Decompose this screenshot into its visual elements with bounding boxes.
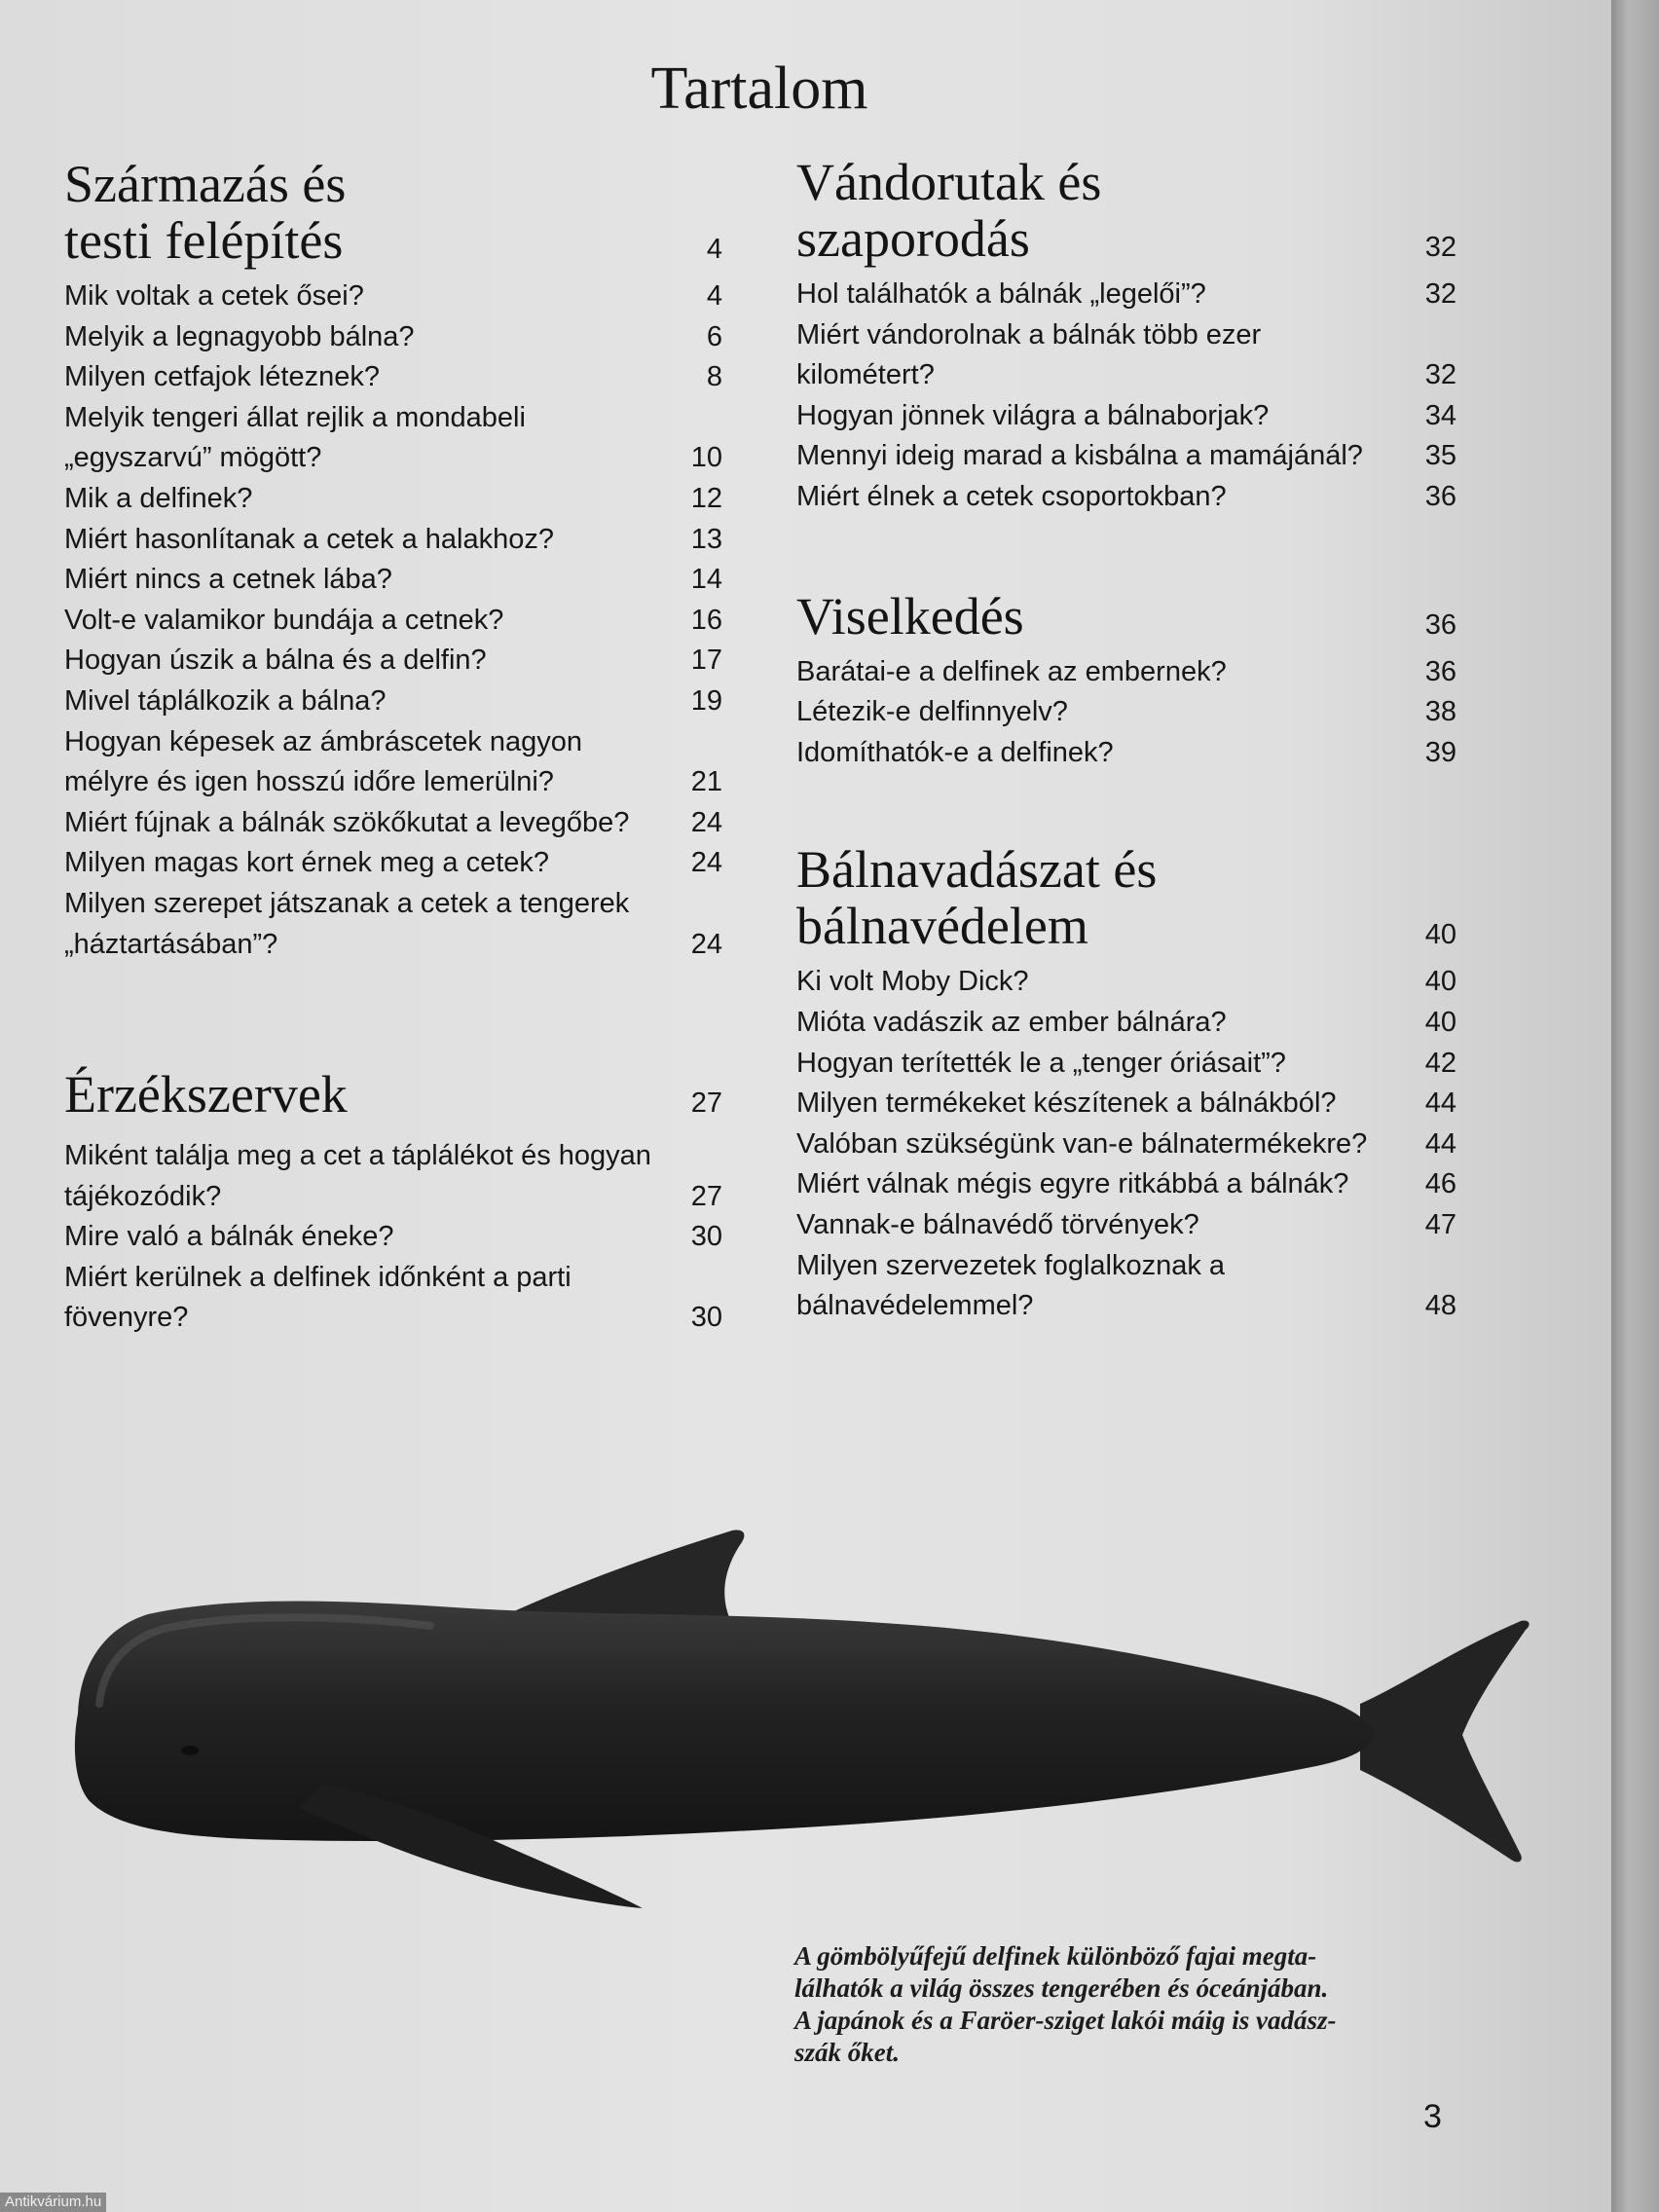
section-header — [796, 154, 1456, 267]
section-page-number: 36 — [1424, 608, 1456, 641]
section-title-line: testi felépítés — [64, 211, 344, 270]
toc-entry-question: Ki volt Moby Dick? — [796, 966, 1029, 998]
section-page-number: 32 — [1424, 232, 1456, 263]
toc-entry-question: Milyen szerepet játszanak a cetek a tengerek „háztartásában”? — [64, 887, 630, 960]
dorsal-fin — [503, 1530, 744, 1625]
toc-entry-page: 44 — [1424, 1088, 1456, 1120]
toc-entry-page: 21 — [690, 766, 722, 798]
toc-entry[interactable] — [64, 843, 722, 884]
section-title — [796, 588, 1024, 645]
toc-entry-question: Idomíthatók-e a delfinek? — [796, 736, 1114, 768]
section-spacer — [796, 773, 1456, 841]
section-title-line: bálnavédelem — [796, 897, 1088, 956]
toc-entry[interactable] — [64, 803, 722, 844]
toc-entry-page: 47 — [1424, 1208, 1456, 1240]
toc-entry-question: Melyik a legnagyobb bálna? — [64, 320, 415, 352]
toc-entry-question: Miért kerülnek a delfinek időnként a parti fövenyre? — [64, 1261, 571, 1334]
caption-line: lálhatók a világ összes tengerében és óceánjában. — [794, 1973, 1329, 2003]
caption-line: A gömbölyűfejű delfinek különböző fajai megta- — [794, 1941, 1317, 1971]
toc-entry[interactable] — [64, 357, 722, 398]
toc-entry-question: Barátai-e a delfinek az embernek? — [796, 655, 1227, 687]
toc-entry[interactable] — [64, 641, 722, 682]
toc-entry[interactable] — [796, 477, 1456, 518]
toc-entry-page: 17 — [690, 645, 722, 677]
toc-entry[interactable] — [64, 276, 722, 317]
whale-body — [75, 1602, 1375, 1842]
toc-entry-question: Milyen cetfajok léteznek? — [64, 361, 380, 393]
toc-entry-question: Miért vándorolnak a bálnák több ezer kilométert? — [796, 318, 1262, 391]
toc-entry[interactable] — [64, 317, 722, 358]
toc-entry[interactable] — [796, 692, 1456, 733]
section-title-line: Bálnavadászat és — [796, 840, 1158, 900]
toc-entries — [796, 652, 1456, 774]
toc-entry-page: 46 — [1424, 1168, 1456, 1200]
section-page-number: 27 — [690, 1088, 722, 1120]
toc-entry-page: 34 — [1424, 399, 1456, 431]
toc-entry-question: Miért válnak mégis egyre ritkábbá a bálnák? — [796, 1168, 1349, 1200]
toc-entry-page: 30 — [690, 1221, 722, 1253]
watermark: Antikvárium.hu — [0, 2193, 106, 2212]
toc-entry[interactable] — [64, 1136, 722, 1217]
section-title-line: Származás és — [64, 155, 347, 213]
toc-entry-question: Milyen magas kort érnek meg a cetek? — [64, 847, 550, 879]
section-title — [64, 156, 346, 269]
toc-entry[interactable] — [796, 1164, 1456, 1205]
toc-entry[interactable] — [64, 520, 722, 561]
toc-entry-page: 27 — [690, 1180, 722, 1212]
toc-entry[interactable] — [796, 436, 1456, 477]
toc-section-szarmazas — [64, 156, 722, 965]
section-title — [796, 841, 1157, 954]
section-spacer — [796, 518, 1456, 588]
pilot-whale-illustration — [60, 1519, 1530, 1928]
section-title — [796, 154, 1101, 267]
toc-entry[interactable] — [796, 733, 1456, 774]
toc-entry-page: 40 — [1424, 966, 1456, 998]
toc-left-column — [64, 156, 722, 1339]
section-title-line: Érzékszervek — [64, 1065, 348, 1124]
toc-entry[interactable] — [64, 560, 722, 601]
toc-entry-question: Valóban szükségünk van-e bálnatermékekre? — [796, 1127, 1368, 1160]
toc-entry-question: Hogyan jönnek világra a bálnaborjak? — [796, 399, 1270, 431]
toc-right-column — [796, 154, 1456, 1327]
toc-entry-page: 38 — [1424, 696, 1456, 728]
toc-entry-question: Miért nincs a cetnek lába? — [64, 564, 392, 596]
toc-section-viselkedes — [796, 588, 1456, 774]
toc-entry-question: Vannak-e bálnavédő törvények? — [796, 1208, 1199, 1240]
toc-entry-question: Hol találhatók a bálnák „legelői”? — [796, 278, 1206, 310]
toc-entry-question: Miért fújnak a bálnák szökőkutat a levegőbe? — [64, 806, 630, 838]
toc-entry[interactable] — [64, 479, 722, 520]
toc-entry-page: 30 — [690, 1302, 722, 1334]
toc-entry-page: 42 — [1424, 1047, 1456, 1079]
toc-entries — [64, 276, 722, 965]
caption-line: szák őket. — [794, 2038, 900, 2067]
toc-entry-question: Volt-e valamikor bundája a cetnek? — [64, 604, 504, 636]
toc-entry-page: 36 — [1424, 480, 1456, 512]
section-header — [64, 1066, 722, 1123]
section-header — [64, 156, 722, 269]
toc-entry-page: 39 — [1424, 736, 1456, 768]
section-title-line: szaporodás — [796, 209, 1030, 268]
section-page-number: 40 — [1424, 919, 1456, 951]
toc-entry-question: Mik voltak a cetek ősei? — [64, 280, 364, 312]
toc-entry-page: 6 — [706, 320, 722, 352]
toc-section-balnavadaszat — [796, 841, 1456, 1326]
toc-entry[interactable] — [796, 315, 1456, 396]
page-title: Tartalom — [650, 55, 868, 122]
toc-entry-page: 12 — [690, 482, 722, 514]
toc-entry-page: 48 — [1424, 1290, 1456, 1322]
toc-entry[interactable] — [796, 275, 1456, 315]
toc-entry-question: Mióta vadászik az ember bálnára? — [796, 1006, 1227, 1038]
caption-line: A japánok és a Faröer-sziget lakói máig is vadász- — [794, 2006, 1337, 2035]
toc-entry-question: Mire való a bálnák éneke? — [64, 1221, 394, 1253]
toc-entry-question: Mivel táplálkozik a bálna? — [64, 684, 387, 717]
toc-entry-page: 16 — [690, 604, 722, 636]
toc-entry-page: 4 — [706, 280, 722, 312]
section-title — [64, 1066, 348, 1123]
toc-entry-page: 14 — [690, 564, 722, 596]
toc-entry-question: Miért élnek a cetek csoportokban? — [796, 480, 1227, 512]
toc-entry[interactable] — [64, 398, 722, 479]
toc-entry[interactable] — [64, 1217, 722, 1258]
section-page-number: 4 — [706, 234, 722, 265]
toc-section-vandorutak — [796, 154, 1456, 518]
toc-entry-page: 8 — [706, 361, 722, 393]
section-spacer — [64, 965, 722, 1066]
toc-entry-question: Létezik-e delfinnyelv? — [796, 696, 1068, 728]
toc-entry-page: 10 — [690, 442, 722, 474]
toc-entry-question: Milyen termékeket készítenek a bálnákból? — [796, 1088, 1337, 1120]
section-header — [796, 841, 1456, 954]
toc-entry-page: 19 — [690, 684, 722, 717]
toc-entry-page: 36 — [1424, 655, 1456, 687]
toc-entry-page: 24 — [690, 847, 722, 879]
toc-entry-page: 32 — [1424, 359, 1456, 391]
toc-entry-page: 24 — [690, 928, 722, 960]
toc-entry[interactable] — [796, 1003, 1456, 1044]
toc-entry[interactable] — [796, 1124, 1456, 1165]
toc-entries — [796, 275, 1456, 518]
eye — [181, 1746, 199, 1755]
toc-entry[interactable] — [796, 1205, 1456, 1246]
toc-entry-question: Hogyan képesek az ámbráscetek nagyon mélyre és igen hosszú időre lemerülni? — [64, 725, 582, 798]
toc-entry[interactable] — [796, 1246, 1456, 1327]
figure-caption — [794, 1940, 1476, 2069]
toc-entry-page: 40 — [1424, 1006, 1456, 1038]
toc-entry-page: 13 — [690, 523, 722, 555]
toc-entry[interactable] — [64, 884, 722, 965]
toc-entry-question: Hogyan terítették le a „tenger óriásait”? — [796, 1047, 1286, 1079]
toc-section-erzekszervek — [64, 1066, 722, 1339]
toc-entries — [64, 1136, 722, 1339]
toc-entry[interactable] — [796, 396, 1456, 437]
toc-entry-question: Miért hasonlítanak a cetek a halakhoz? — [64, 523, 554, 555]
toc-entry-question: Melyik tengeri állat rejlik a mondabeli „egyszarvú” mögött? — [64, 401, 526, 474]
toc-entry-question: Milyen szervezetek foglalkoznak a bálnavédelemmel? — [796, 1249, 1226, 1322]
book-spine — [1611, 0, 1659, 2212]
section-title-line: Vándorutak és — [796, 153, 1102, 211]
toc-entry-question: Hogyan úszik a bálna és a delfin? — [64, 645, 487, 677]
toc-entry[interactable] — [64, 682, 722, 722]
toc-entries — [796, 962, 1456, 1326]
toc-entry-page: 35 — [1424, 440, 1456, 472]
toc-entry[interactable] — [64, 1258, 722, 1339]
toc-entry[interactable] — [64, 601, 722, 642]
toc-entry[interactable] — [796, 1044, 1456, 1085]
toc-entry[interactable] — [796, 962, 1456, 1003]
toc-entry-page: 44 — [1424, 1127, 1456, 1160]
toc-entry[interactable] — [64, 722, 722, 803]
section-header — [796, 588, 1456, 645]
page-number: 3 — [1423, 2098, 1442, 2135]
tail-fluke — [1360, 1621, 1530, 1862]
section-title-line: Viselkedés — [796, 586, 1024, 645]
toc-entry[interactable] — [796, 1084, 1456, 1124]
toc-entry-question: Mik a delfinek? — [64, 482, 253, 514]
toc-entry-question: Miként találja meg a cet a táplálékot és hogyan tájékozódik? — [64, 1140, 651, 1212]
toc-entry-page: 24 — [690, 806, 722, 838]
toc-entry-page: 32 — [1424, 278, 1456, 310]
toc-entry[interactable] — [796, 652, 1456, 693]
toc-entry-question: Mennyi ideig marad a kisbálna a mamájánál? — [796, 440, 1363, 472]
